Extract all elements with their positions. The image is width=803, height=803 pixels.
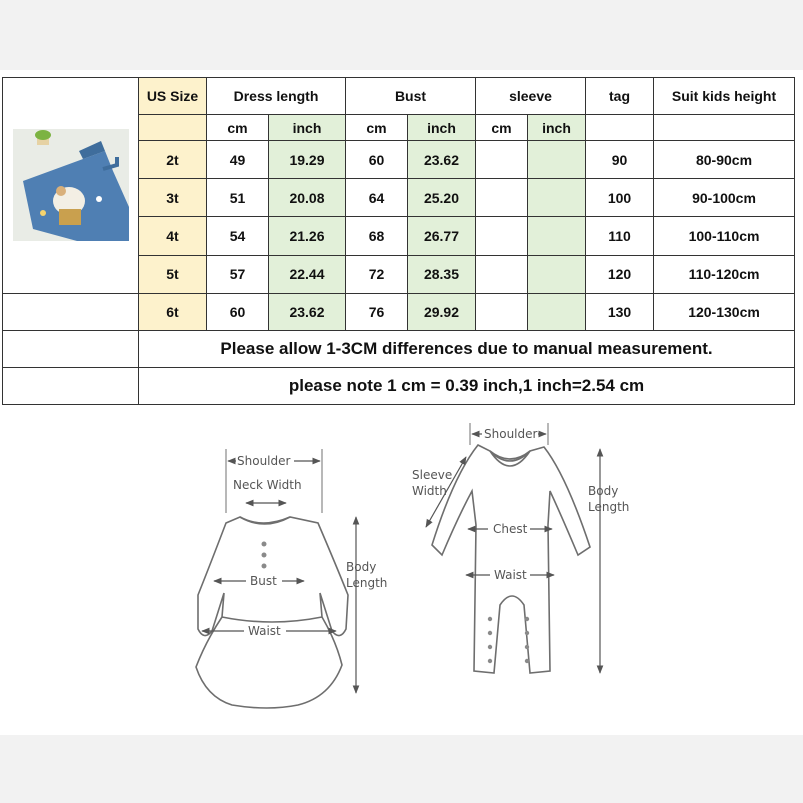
tag-cell: 90 bbox=[586, 141, 654, 179]
tag-cell: 110 bbox=[586, 217, 654, 255]
dress-body-label: Body bbox=[346, 560, 377, 574]
note-row bbox=[3, 367, 795, 404]
tag-unit-empty bbox=[586, 115, 654, 141]
bust-inch-unit: inch bbox=[408, 115, 476, 141]
dress-inch-cell: 23.62 bbox=[269, 293, 346, 330]
size-cell: 5t bbox=[139, 255, 207, 293]
size-cell: 4t bbox=[139, 217, 207, 255]
romper-snaps bbox=[488, 617, 529, 663]
sleeve-header: sleeve bbox=[476, 78, 586, 115]
dress-shoulder-label: Shoulder bbox=[237, 454, 291, 468]
sleeve-cm-cell bbox=[476, 293, 528, 330]
sleeve-cm-cell bbox=[476, 217, 528, 255]
sleeve-cm-cell bbox=[476, 255, 528, 293]
dress-cm-unit: cm bbox=[207, 115, 269, 141]
size-row bbox=[3, 293, 795, 330]
sleeve-inch-unit: inch bbox=[528, 115, 586, 141]
dress-cm-cell: 49 bbox=[207, 141, 269, 179]
top-margin bbox=[0, 0, 803, 70]
bust-cm-cell: 68 bbox=[346, 217, 408, 255]
product-photo-cell bbox=[3, 78, 139, 294]
romper-diagram bbox=[432, 445, 590, 673]
romper-width-label: Width bbox=[412, 484, 447, 498]
bottom-margin bbox=[0, 735, 803, 803]
empty-left-cell bbox=[3, 367, 139, 404]
header-row bbox=[3, 78, 795, 115]
romper-shoulder-label: Shoulder bbox=[484, 427, 538, 441]
sleeve-cm-cell bbox=[476, 141, 528, 179]
romper-chest-label: Chest bbox=[493, 522, 528, 536]
tag-cell: 120 bbox=[586, 255, 654, 293]
bust-inch-cell: 26.77 bbox=[408, 217, 476, 255]
dress-inch-cell: 20.08 bbox=[269, 179, 346, 217]
size-cell: 6t bbox=[139, 293, 207, 330]
note-row bbox=[3, 330, 795, 367]
sleeve-inch-cell bbox=[528, 179, 586, 217]
suit-height-header: Suit kids height bbox=[654, 78, 795, 115]
dress-inch-cell: 19.29 bbox=[269, 141, 346, 179]
bust-cm-cell: 60 bbox=[346, 141, 408, 179]
dress-bust-label: Bust bbox=[250, 574, 277, 588]
empty-left-cell bbox=[3, 293, 139, 330]
bust-cm-cell: 64 bbox=[346, 179, 408, 217]
romper-waist-label: Waist bbox=[494, 568, 527, 582]
sleeve-inch-cell bbox=[528, 141, 586, 179]
tag-header: tag bbox=[586, 78, 654, 115]
dress-length-header: Dress length bbox=[207, 78, 346, 115]
dress-cm-cell: 60 bbox=[207, 293, 269, 330]
height-cell: 80-90cm bbox=[654, 141, 795, 179]
product-photo bbox=[13, 129, 129, 241]
bust-cm-unit: cm bbox=[346, 115, 408, 141]
bust-inch-cell: 28.35 bbox=[408, 255, 476, 293]
size-cell: 2t bbox=[139, 141, 207, 179]
height-cell: 100-110cm bbox=[654, 217, 795, 255]
bust-inch-cell: 29.92 bbox=[408, 293, 476, 330]
measurement-note: Please allow 1-3CM differences due to manual measurement. bbox=[139, 330, 795, 367]
dress-waist-label: Waist bbox=[248, 624, 281, 638]
romper-length-label: Length bbox=[588, 500, 630, 514]
bust-inch-cell: 23.62 bbox=[408, 141, 476, 179]
bust-header: Bust bbox=[346, 78, 476, 115]
dress-cm-cell: 54 bbox=[207, 217, 269, 255]
height-cell: 110-120cm bbox=[654, 255, 795, 293]
dress-inch-unit: inch bbox=[269, 115, 346, 141]
dress-length-label: Length bbox=[346, 576, 388, 590]
dress-outline bbox=[196, 517, 348, 708]
romper-sleeve-label: Sleeve bbox=[412, 468, 453, 482]
size-table bbox=[2, 77, 795, 405]
bust-cm-cell: 76 bbox=[346, 293, 408, 330]
unit-empty-cell bbox=[139, 115, 207, 141]
sleeve-inch-cell bbox=[528, 293, 586, 330]
dress-diagram bbox=[196, 517, 348, 708]
height-cell: 90-100cm bbox=[654, 179, 795, 217]
dress-cm-cell: 57 bbox=[207, 255, 269, 293]
sleeve-inch-cell bbox=[528, 217, 586, 255]
size-cell: 3t bbox=[139, 179, 207, 217]
diagram-canvas bbox=[0, 405, 803, 735]
sleeve-cm-unit: cm bbox=[476, 115, 528, 141]
sleeve-inch-cell bbox=[528, 255, 586, 293]
empty-left-cell bbox=[3, 330, 139, 367]
bust-cm-cell: 72 bbox=[346, 255, 408, 293]
sleeve-cm-cell bbox=[476, 179, 528, 217]
dress-cm-cell: 51 bbox=[207, 179, 269, 217]
romper-body-label: Body bbox=[588, 484, 619, 498]
dress-inch-cell: 22.44 bbox=[269, 255, 346, 293]
height-unit-empty bbox=[654, 115, 795, 141]
us-size-header: US Size bbox=[139, 78, 207, 115]
dress-inch-cell: 21.26 bbox=[269, 217, 346, 255]
tag-cell: 130 bbox=[586, 293, 654, 330]
conversion-note: please note 1 cm = 0.39 inch,1 inch=2.54 cm bbox=[139, 367, 795, 404]
dress-neck-width-label: Neck Width bbox=[233, 478, 302, 492]
bust-inch-cell: 25.20 bbox=[408, 179, 476, 217]
romper-outline bbox=[432, 445, 590, 673]
height-cell: 120-130cm bbox=[654, 293, 795, 330]
measurement-diagrams bbox=[0, 405, 803, 735]
tag-cell: 100 bbox=[586, 179, 654, 217]
dress-waistline bbox=[222, 617, 322, 622]
